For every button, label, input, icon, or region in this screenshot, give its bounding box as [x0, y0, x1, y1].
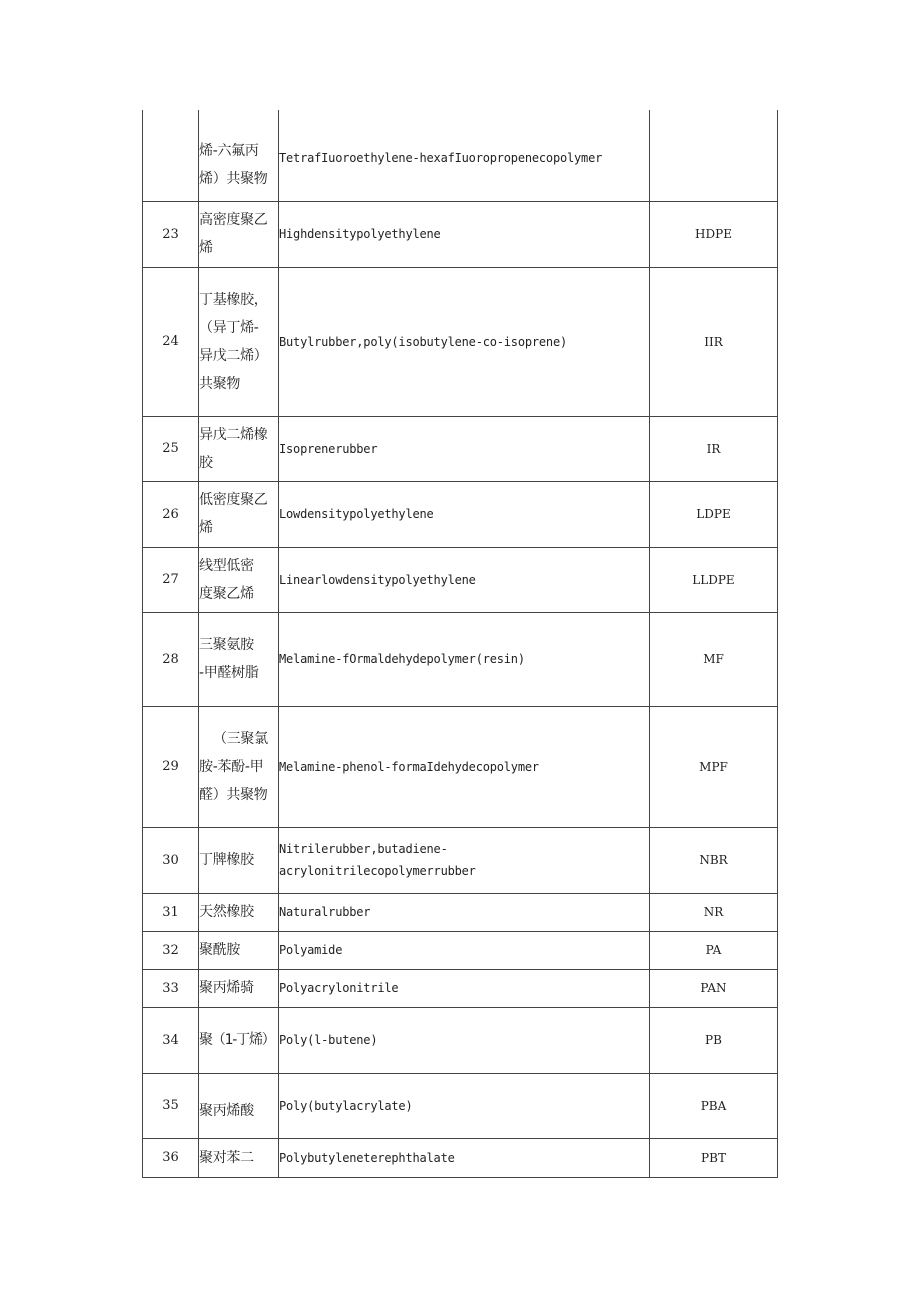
english-name	[279, 827, 650, 893]
chinese-name-line: 度聚乙烯	[199, 585, 254, 602]
table-row	[143, 931, 778, 969]
row-number: 29	[143, 706, 199, 827]
english-name-line: Linearlowdensitypolyethylene	[279, 572, 476, 587]
abbreviation: NBR	[650, 827, 778, 893]
chinese-name	[199, 1007, 279, 1073]
table-row	[143, 1138, 778, 1177]
chinese-name-line: 烯	[199, 240, 213, 256]
abbreviation: LLDPE	[650, 547, 778, 612]
abbreviation: NR	[650, 893, 778, 931]
chinese-name-line: 高密度聚乙	[199, 212, 268, 228]
chinese-name	[199, 827, 279, 893]
chinese-name-line: 聚（1-丁烯）	[199, 1032, 275, 1048]
chinese-name-line: 胶	[199, 454, 213, 471]
chinese-name	[199, 931, 279, 969]
chinese-name-line: 烯-六氟丙	[199, 143, 259, 160]
english-name	[279, 547, 650, 612]
chinese-name	[199, 893, 279, 931]
chinese-name-line: 共聚物	[199, 375, 241, 392]
english-name-line: Polyamide	[279, 943, 343, 957]
chinese-name-line: 烯）共聚物	[199, 171, 268, 188]
table-row	[143, 416, 778, 481]
english-name	[279, 612, 650, 706]
table-row	[143, 1007, 778, 1073]
row-number: 36	[143, 1138, 199, 1177]
english-name-line: Poly(l-butene)	[279, 1033, 378, 1047]
english-name	[279, 110, 650, 201]
chinese-name	[199, 1138, 279, 1177]
abbreviation	[650, 110, 778, 201]
english-name-line: Butylrubber,poly(isobutylene-co-isoprene)	[279, 334, 568, 349]
row-number: 33	[143, 969, 199, 1007]
abbreviation: MF	[650, 612, 778, 706]
english-name	[279, 931, 650, 969]
english-name-line: Melamine-phenol-formaIdehydecopolymer	[279, 759, 539, 774]
english-name-line: Highdensitypolyethylene	[279, 227, 441, 241]
table-row	[143, 110, 778, 201]
chinese-name-line: （三聚氯	[213, 730, 268, 747]
chinese-name	[199, 547, 279, 612]
english-name-line: TetrafIuoroethylene-hexafIuoropropenecopolymer	[279, 151, 603, 166]
english-name-line: Naturalrubber	[279, 905, 371, 919]
row-number: 23	[143, 201, 199, 267]
english-name	[279, 1073, 650, 1138]
row-number: 32	[143, 931, 199, 969]
chinese-name-line: 天然橡胶	[199, 904, 254, 920]
abbreviation: PA	[650, 931, 778, 969]
abbreviation: HDPE	[650, 201, 778, 267]
english-name-line: Polyacrylonitrile	[279, 981, 399, 995]
abbreviation: MPF	[650, 706, 778, 827]
table-row	[143, 612, 778, 706]
polymer-abbreviation-table	[142, 110, 778, 1178]
row-number	[143, 110, 199, 201]
chinese-name-line: 丁基橡胶，	[199, 291, 268, 308]
row-number: 34	[143, 1007, 199, 1073]
chinese-name-line: -甲醛树脂	[199, 665, 259, 681]
chinese-name	[199, 267, 279, 416]
english-name	[279, 1007, 650, 1073]
row-number: 35	[143, 1073, 199, 1138]
row-number: 24	[143, 267, 199, 416]
table-row	[143, 1073, 778, 1138]
english-name-line: Isoprenerubber	[279, 441, 378, 456]
chinese-name-line: 醛）共聚物	[199, 786, 268, 803]
english-name-line: Nitrilerubber,butadiene-	[279, 842, 448, 856]
row-number: 28	[143, 612, 199, 706]
english-name-line: Poly(butylacrylate)	[279, 1098, 413, 1113]
table-body	[143, 110, 778, 1177]
table-row	[143, 706, 778, 827]
row-number: 27	[143, 547, 199, 612]
chinese-name-line: 聚丙烯酸	[199, 1102, 254, 1119]
chinese-name-line: 烯	[199, 520, 213, 536]
table-row	[143, 547, 778, 612]
abbreviation: PAN	[650, 969, 778, 1007]
chinese-name-line: 丁牌橡胶	[199, 852, 254, 868]
chinese-name	[199, 1073, 279, 1138]
abbreviation: PB	[650, 1007, 778, 1073]
abbreviation: IIR	[650, 267, 778, 416]
chinese-name-line: （异丁烯-	[199, 319, 259, 336]
chinese-name-line: 聚丙烯骑	[199, 980, 254, 996]
chinese-name-line: 异戊二烯橡	[199, 426, 268, 443]
chinese-name	[199, 612, 279, 706]
chinese-name	[199, 969, 279, 1007]
chinese-name	[199, 706, 279, 827]
table-row	[143, 827, 778, 893]
row-number: 30	[143, 827, 199, 893]
table-row	[143, 481, 778, 547]
english-name-line: acrylonitrilecopolymerrubber	[279, 864, 476, 878]
table-row	[143, 201, 778, 267]
chinese-name-line: 低密度聚乙	[199, 492, 268, 508]
chinese-name-line: 线型低密	[199, 557, 254, 574]
abbreviation: IR	[650, 416, 778, 481]
english-name-line: Melamine-fOrmaldehydepolymer(resin)	[279, 652, 525, 666]
english-name	[279, 893, 650, 931]
table-row	[143, 893, 778, 931]
english-name-line: Polybutyleneterephthalate	[279, 1150, 455, 1165]
english-name	[279, 1138, 650, 1177]
row-number: 25	[143, 416, 199, 481]
english-name	[279, 267, 650, 416]
english-name	[279, 416, 650, 481]
english-name	[279, 201, 650, 267]
chinese-name-line: 聚酰胺	[199, 942, 241, 958]
table-row	[143, 969, 778, 1007]
english-name	[279, 481, 650, 547]
english-name-line: Lowdensitypolyethylene	[279, 507, 434, 521]
chinese-name	[199, 416, 279, 481]
chinese-name	[199, 481, 279, 547]
chinese-name-line: 异戊二烯）	[199, 347, 268, 364]
chinese-name-line: 胺-苯酚-甲	[199, 758, 264, 775]
english-name	[279, 706, 650, 827]
english-name	[279, 969, 650, 1007]
row-number: 26	[143, 481, 199, 547]
chinese-name	[199, 110, 279, 201]
chinese-name-line: 聚对苯二	[199, 1149, 254, 1166]
chinese-name	[199, 201, 279, 267]
row-number: 31	[143, 893, 199, 931]
abbreviation: PBT	[650, 1138, 778, 1177]
table-row	[143, 267, 778, 416]
chinese-name-line: 三聚氨胺	[199, 637, 254, 653]
abbreviation: LDPE	[650, 481, 778, 547]
abbreviation: PBA	[650, 1073, 778, 1138]
